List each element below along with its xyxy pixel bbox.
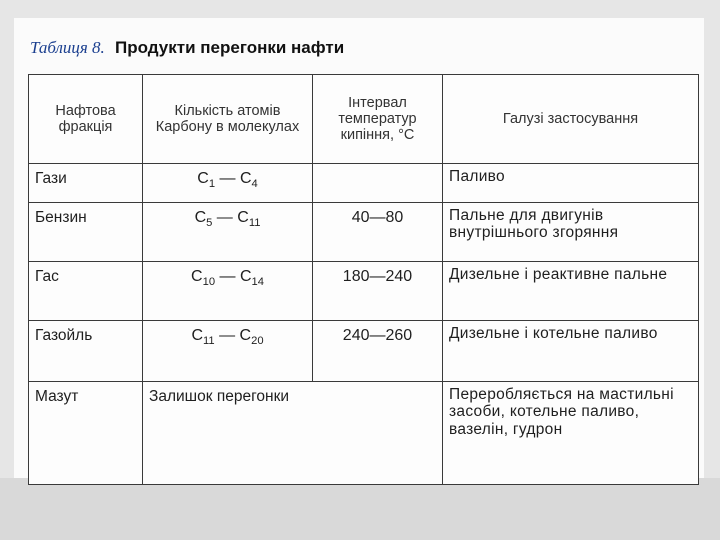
carbon-range: $C_5$ — $C_{11}$ (143, 203, 313, 262)
bottom-margin (0, 478, 720, 540)
boiling-range: 40—80 (313, 203, 443, 262)
header-fraction: Нафтова фракція (29, 75, 143, 164)
table-title: Продукти перегонки нафти (115, 38, 345, 57)
header-applications: Галузі застосування (443, 75, 699, 164)
table-caption (30, 38, 344, 58)
header-boiling-range: Інтервал температур кипіння, °С (313, 75, 443, 164)
application: Переробляється на мастильні засоби, котельне паливо, вазелін, гудрон (443, 382, 699, 485)
boiling-range (313, 164, 443, 203)
application: Дизельне і реактивне пальне (443, 262, 699, 321)
boiling-range: 180—240 (313, 262, 443, 321)
application: Дизельне і котельне паливо (443, 321, 699, 382)
carbon-range: $C_1$ — $C_4$ (143, 164, 313, 203)
fraction-name: Газойль (29, 321, 143, 382)
carbon-range: $C_{10}$ — $C_{14}$ (143, 262, 313, 321)
fraction-name: Мазут (29, 382, 143, 485)
table-row (29, 262, 699, 321)
residue-note: Залишок перегонки (143, 382, 443, 485)
header-row (29, 75, 699, 164)
boiling-range: 240—260 (313, 321, 443, 382)
table-row (29, 203, 699, 262)
fraction-name: Бензин (29, 203, 143, 262)
fraction-name: Гази (29, 164, 143, 203)
distillation-table (28, 74, 699, 485)
application: Паливо (443, 164, 699, 203)
application: Пальне для двигунів внутрішнього згоряння (443, 203, 699, 262)
header-carbon-count: Кількість атомів Карбону в молекулах (143, 75, 313, 164)
carbon-range: $C_{11}$ — $C_{20}$ (143, 321, 313, 382)
table-row (29, 164, 699, 203)
fraction-name: Гас (29, 262, 143, 321)
table-number: Таблиця 8. (30, 38, 105, 57)
table-row (29, 382, 699, 485)
table-row (29, 321, 699, 382)
